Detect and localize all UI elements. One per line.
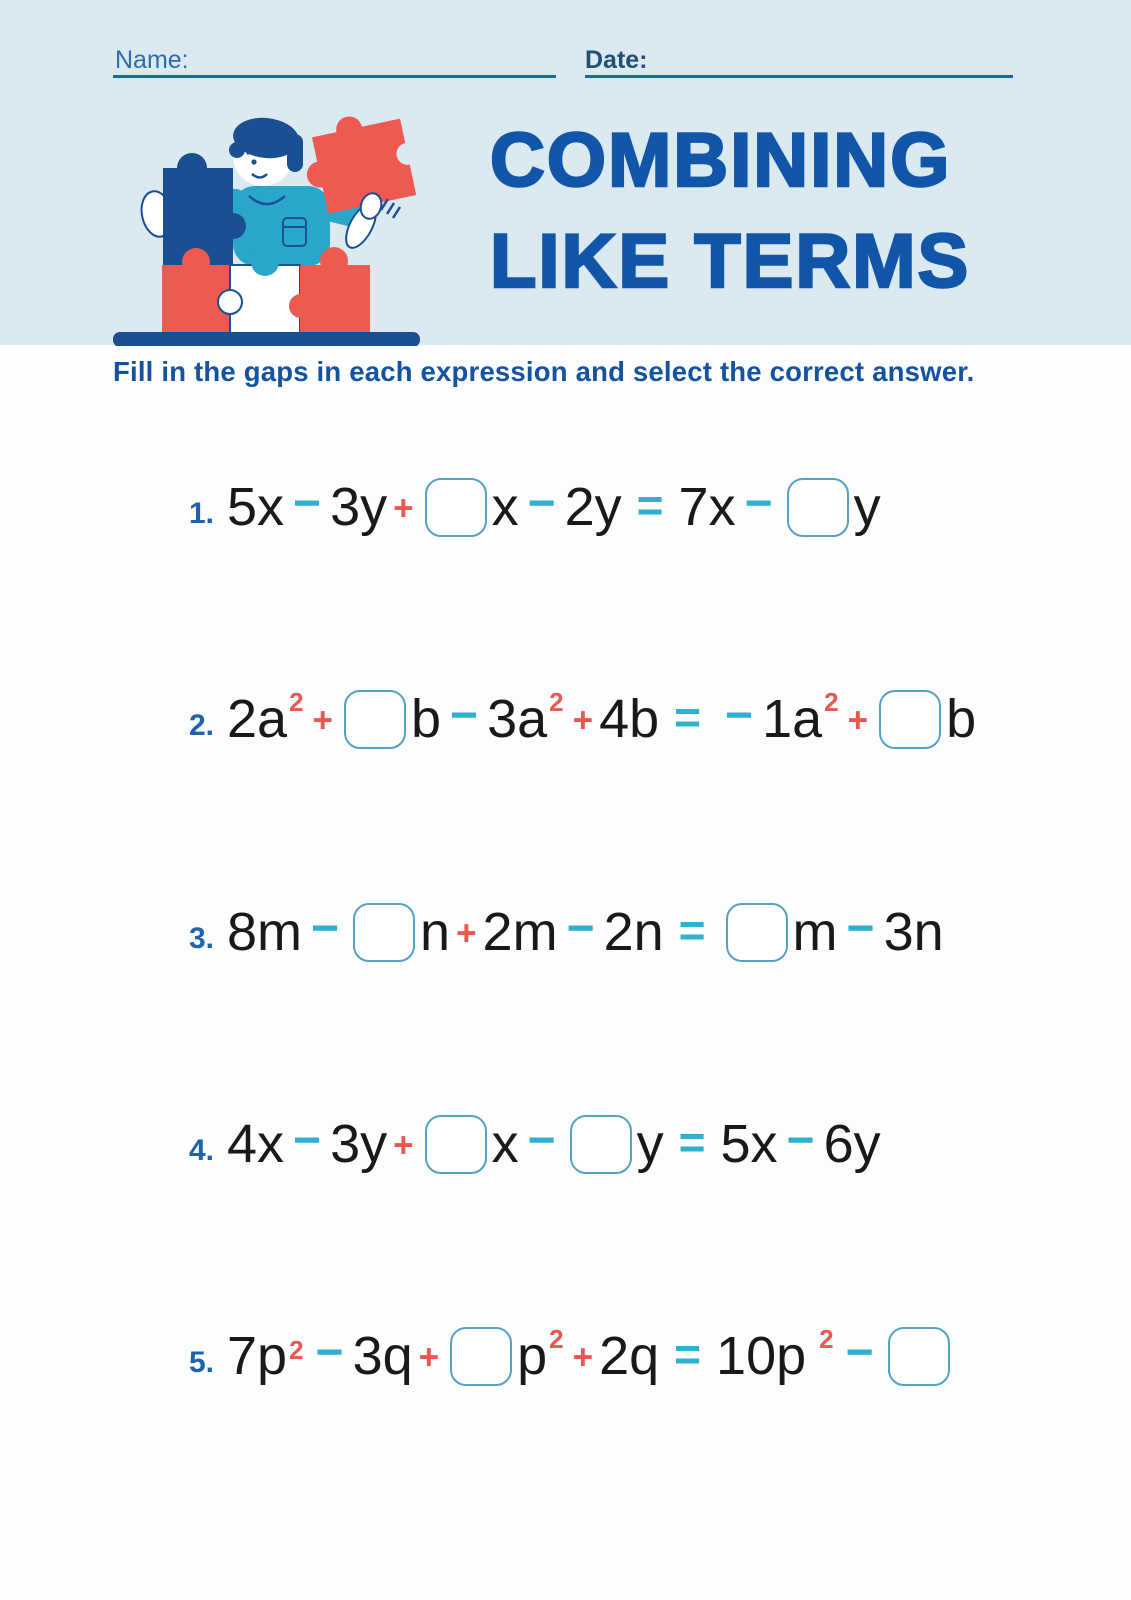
instruction-text: Fill in the gaps in each expression and select the correct answer. — [113, 356, 975, 387]
operator-plus: + — [393, 1125, 414, 1165]
table-bar — [113, 332, 420, 346]
operator-plus: + — [393, 488, 414, 528]
problem-number: 4. — [188, 1134, 214, 1167]
title-line-2: LIKE TERMS — [490, 219, 971, 304]
header-section — [0, 0, 1131, 345]
math-term: m — [792, 902, 838, 962]
problem-number: 5. — [188, 1346, 214, 1379]
problem-row — [178, 887, 944, 977]
answer-box[interactable] — [879, 690, 941, 749]
problem-row — [178, 462, 881, 552]
title-line-1: COMBINING — [490, 118, 952, 203]
math-term: 3y — [330, 477, 388, 537]
equals-sign: = — [678, 904, 706, 956]
exponent: 2 — [819, 1324, 834, 1354]
math-term: 2y — [564, 477, 622, 537]
math-term: 2n — [603, 902, 664, 962]
motion-marks-icon — [381, 199, 400, 218]
equals-sign: = — [636, 479, 664, 531]
equals-sign: = — [674, 691, 702, 743]
math-term: 2a — [227, 689, 288, 749]
answer-box[interactable] — [726, 903, 788, 962]
equals-sign: = — [674, 1328, 702, 1380]
answer-box[interactable] — [787, 478, 849, 537]
math-term: 1a — [762, 689, 823, 749]
math-term: 5x — [720, 1114, 778, 1174]
exponent: 2 — [289, 1335, 304, 1365]
math-term: 6y — [823, 1114, 881, 1174]
problem-row — [178, 674, 976, 764]
name-label: Name: — [115, 46, 189, 74]
answer-box[interactable] — [425, 478, 487, 537]
operator-minus: − — [527, 1114, 556, 1167]
operator-minus: − — [450, 689, 479, 742]
operator-minus: − — [293, 1114, 322, 1167]
name-input-line[interactable] — [113, 75, 556, 78]
math-term: 3a — [487, 689, 548, 749]
problem-row — [178, 1311, 955, 1401]
operator-plus: + — [572, 1337, 594, 1377]
exponent: 2 — [824, 687, 839, 717]
math-term: x — [491, 1114, 519, 1174]
operator-minus: − — [786, 1114, 815, 1167]
operator-minus: − — [725, 689, 754, 742]
operator-minus: − — [293, 477, 322, 530]
operator-minus: − — [845, 1326, 874, 1379]
math-term: 5x — [227, 477, 285, 537]
math-term: b — [411, 689, 442, 749]
operator-plus: + — [847, 700, 869, 740]
operator-minus: − — [315, 1326, 344, 1379]
math-term: 4x — [227, 1114, 285, 1174]
operator-plus: + — [312, 700, 333, 740]
exponent: 2 — [289, 687, 304, 717]
exponent: 2 — [549, 687, 564, 717]
answer-box[interactable] — [425, 1115, 487, 1174]
math-term: n — [420, 902, 451, 962]
operator-minus: − — [566, 902, 595, 955]
answer-box[interactable] — [888, 1327, 950, 1386]
math-term: 3y — [330, 1114, 388, 1174]
operator-minus: − — [744, 477, 773, 530]
boy-head — [229, 115, 303, 186]
answer-box[interactable] — [570, 1115, 632, 1174]
math-term: 7p — [227, 1326, 288, 1386]
problem-number: 3. — [188, 922, 214, 955]
math-term: p — [517, 1326, 548, 1386]
operator-minus: − — [527, 477, 556, 530]
math-term: 7x — [678, 477, 736, 537]
operator-minus: − — [846, 902, 875, 955]
problem-number: 1. — [188, 497, 214, 530]
answer-box[interactable] — [344, 690, 406, 749]
math-term: x — [491, 477, 519, 537]
math-term: y — [636, 1114, 664, 1174]
math-term: 3q — [352, 1326, 413, 1386]
bottom-puzzle-row — [162, 247, 370, 333]
answer-box[interactable] — [450, 1327, 512, 1386]
math-term: b — [946, 689, 977, 749]
equals-sign: = — [678, 1116, 706, 1168]
puzzle-boy-illustration — [105, 106, 425, 346]
math-term: 2q — [599, 1326, 660, 1386]
problem-number: 2. — [188, 709, 214, 742]
math-term: y — [853, 477, 881, 537]
worksheet-title — [490, 110, 1000, 312]
math-term: 4b — [599, 689, 660, 749]
operator-plus: + — [418, 1337, 440, 1377]
operator-minus: − — [311, 902, 340, 955]
date-label: Date: — [585, 46, 648, 74]
date-input-line[interactable] — [585, 75, 1013, 78]
math-term: 8m — [227, 902, 303, 962]
problem-row — [178, 1099, 881, 1189]
answer-box[interactable] — [353, 903, 415, 962]
operator-plus: + — [572, 700, 594, 740]
math-term: 3n — [883, 902, 944, 962]
operator-plus: + — [456, 913, 477, 953]
math-term: 2m — [482, 902, 558, 962]
math-term: 10p — [716, 1326, 807, 1386]
exponent: 2 — [549, 1324, 564, 1354]
